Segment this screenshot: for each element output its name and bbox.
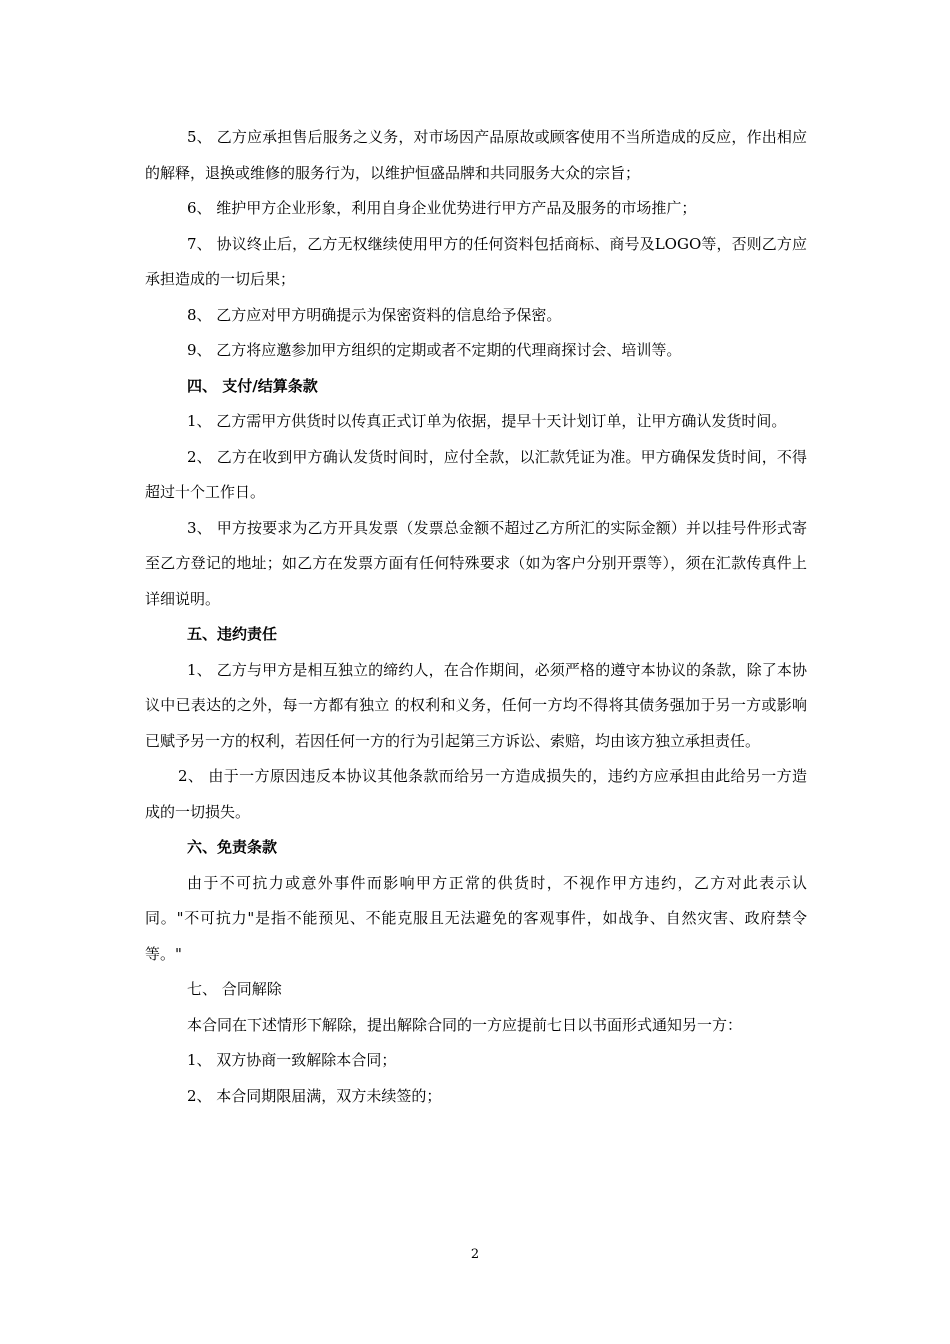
clause-7-intro: 本合同在下述情形下解除，提出解除合同的一方应提前七日以书面形式通知另一方： [187, 1015, 743, 1034]
section-7-heading: 七、 合同解除 [187, 980, 282, 998]
clause-3-8: 8、 乙方应对甲方明确提示为保密资料的信息给予保密。 [187, 305, 562, 324]
clause-4-1: 1、 乙方需甲方供货时以传真正式订单为依据，提早十天计划订单，让甲方确认发货时间。 [187, 412, 787, 430]
clause-7-1: 1、 双方协商一致解除本合同； [187, 1051, 397, 1069]
clause-4-3: 3、 甲方按要求为乙方开具发票（发票总金额不超过乙方所汇的实际金额）并以挂号件形式寄至乙方登记的地址；如乙方在发票方面有任何特殊要求（如为客户分别开票等），须在汇款传真件上详细说明。 [145, 518, 807, 608]
clause-3-7: 7、 协议终止后，乙方无权继续使用甲方的任何资料包括商标、商号及LOGO等，否则乙方应承担造成的一切后果； [145, 234, 807, 288]
section-5-heading: 五、违约责任 [187, 625, 278, 643]
clause-7-2: 2、 本合同期限届满，双方未续签的； [187, 1086, 442, 1105]
clause-3-5: 5、 乙方应承担售后服务之义务，对市场因产品原故或顾客使用不当所造成的反应，作出相应的解释，退换或维修的服务行为，以维护恒盛品牌和共同服务大众的宗旨； [145, 128, 807, 182]
clause-6-text: 由于不可抗力或意外事件而影响甲方正常的供货时，不视作甲方违约，乙方对此表示认同。"不可抗力"是指不能预见、不能克服且无法避免的客观事件，如战争、自然灾害、政府禁令等。" [145, 873, 807, 963]
clause-5-2: 2、 由于一方原因违反本协议其他条款而给另一方造成损失的，违约方应承担由此给另一方造成的一切损失。 [145, 767, 807, 821]
clause-3-9: 9、 乙方将应邀参加甲方组织的定期或者不定期的代理商探讨会、培训等。 [187, 341, 682, 359]
document-body [145, 120, 807, 1114]
clause-3-6: 6、 维护甲方企业形象，利用自身企业优势进行甲方产品及服务的市场推广； [187, 199, 697, 217]
clause-5-1: 1、 乙方与甲方是相互独立的缔约人，在合作期间，必须严格的遵守本协议的条款，除了本协议中已表达的之外，每一方都有独立 的权利和义务，任何一方均不得将其债务强加于另一方或影响已赋予另一方的权利，若因任何一方的行为引起第三方诉讼、索赔，均由该方独立承担责任。 [145, 660, 807, 750]
clause-4-2: 2、 乙方在收到甲方确认发货时间时，应付全款，以汇款凭证为准。甲方确保发货时间，不得超过十个工作日。 [145, 447, 807, 501]
section-4-heading: 四、 支付/结算条款 [187, 376, 318, 395]
page-number: 2 [470, 1247, 480, 1262]
section-6-heading: 六、免责条款 [187, 838, 278, 856]
